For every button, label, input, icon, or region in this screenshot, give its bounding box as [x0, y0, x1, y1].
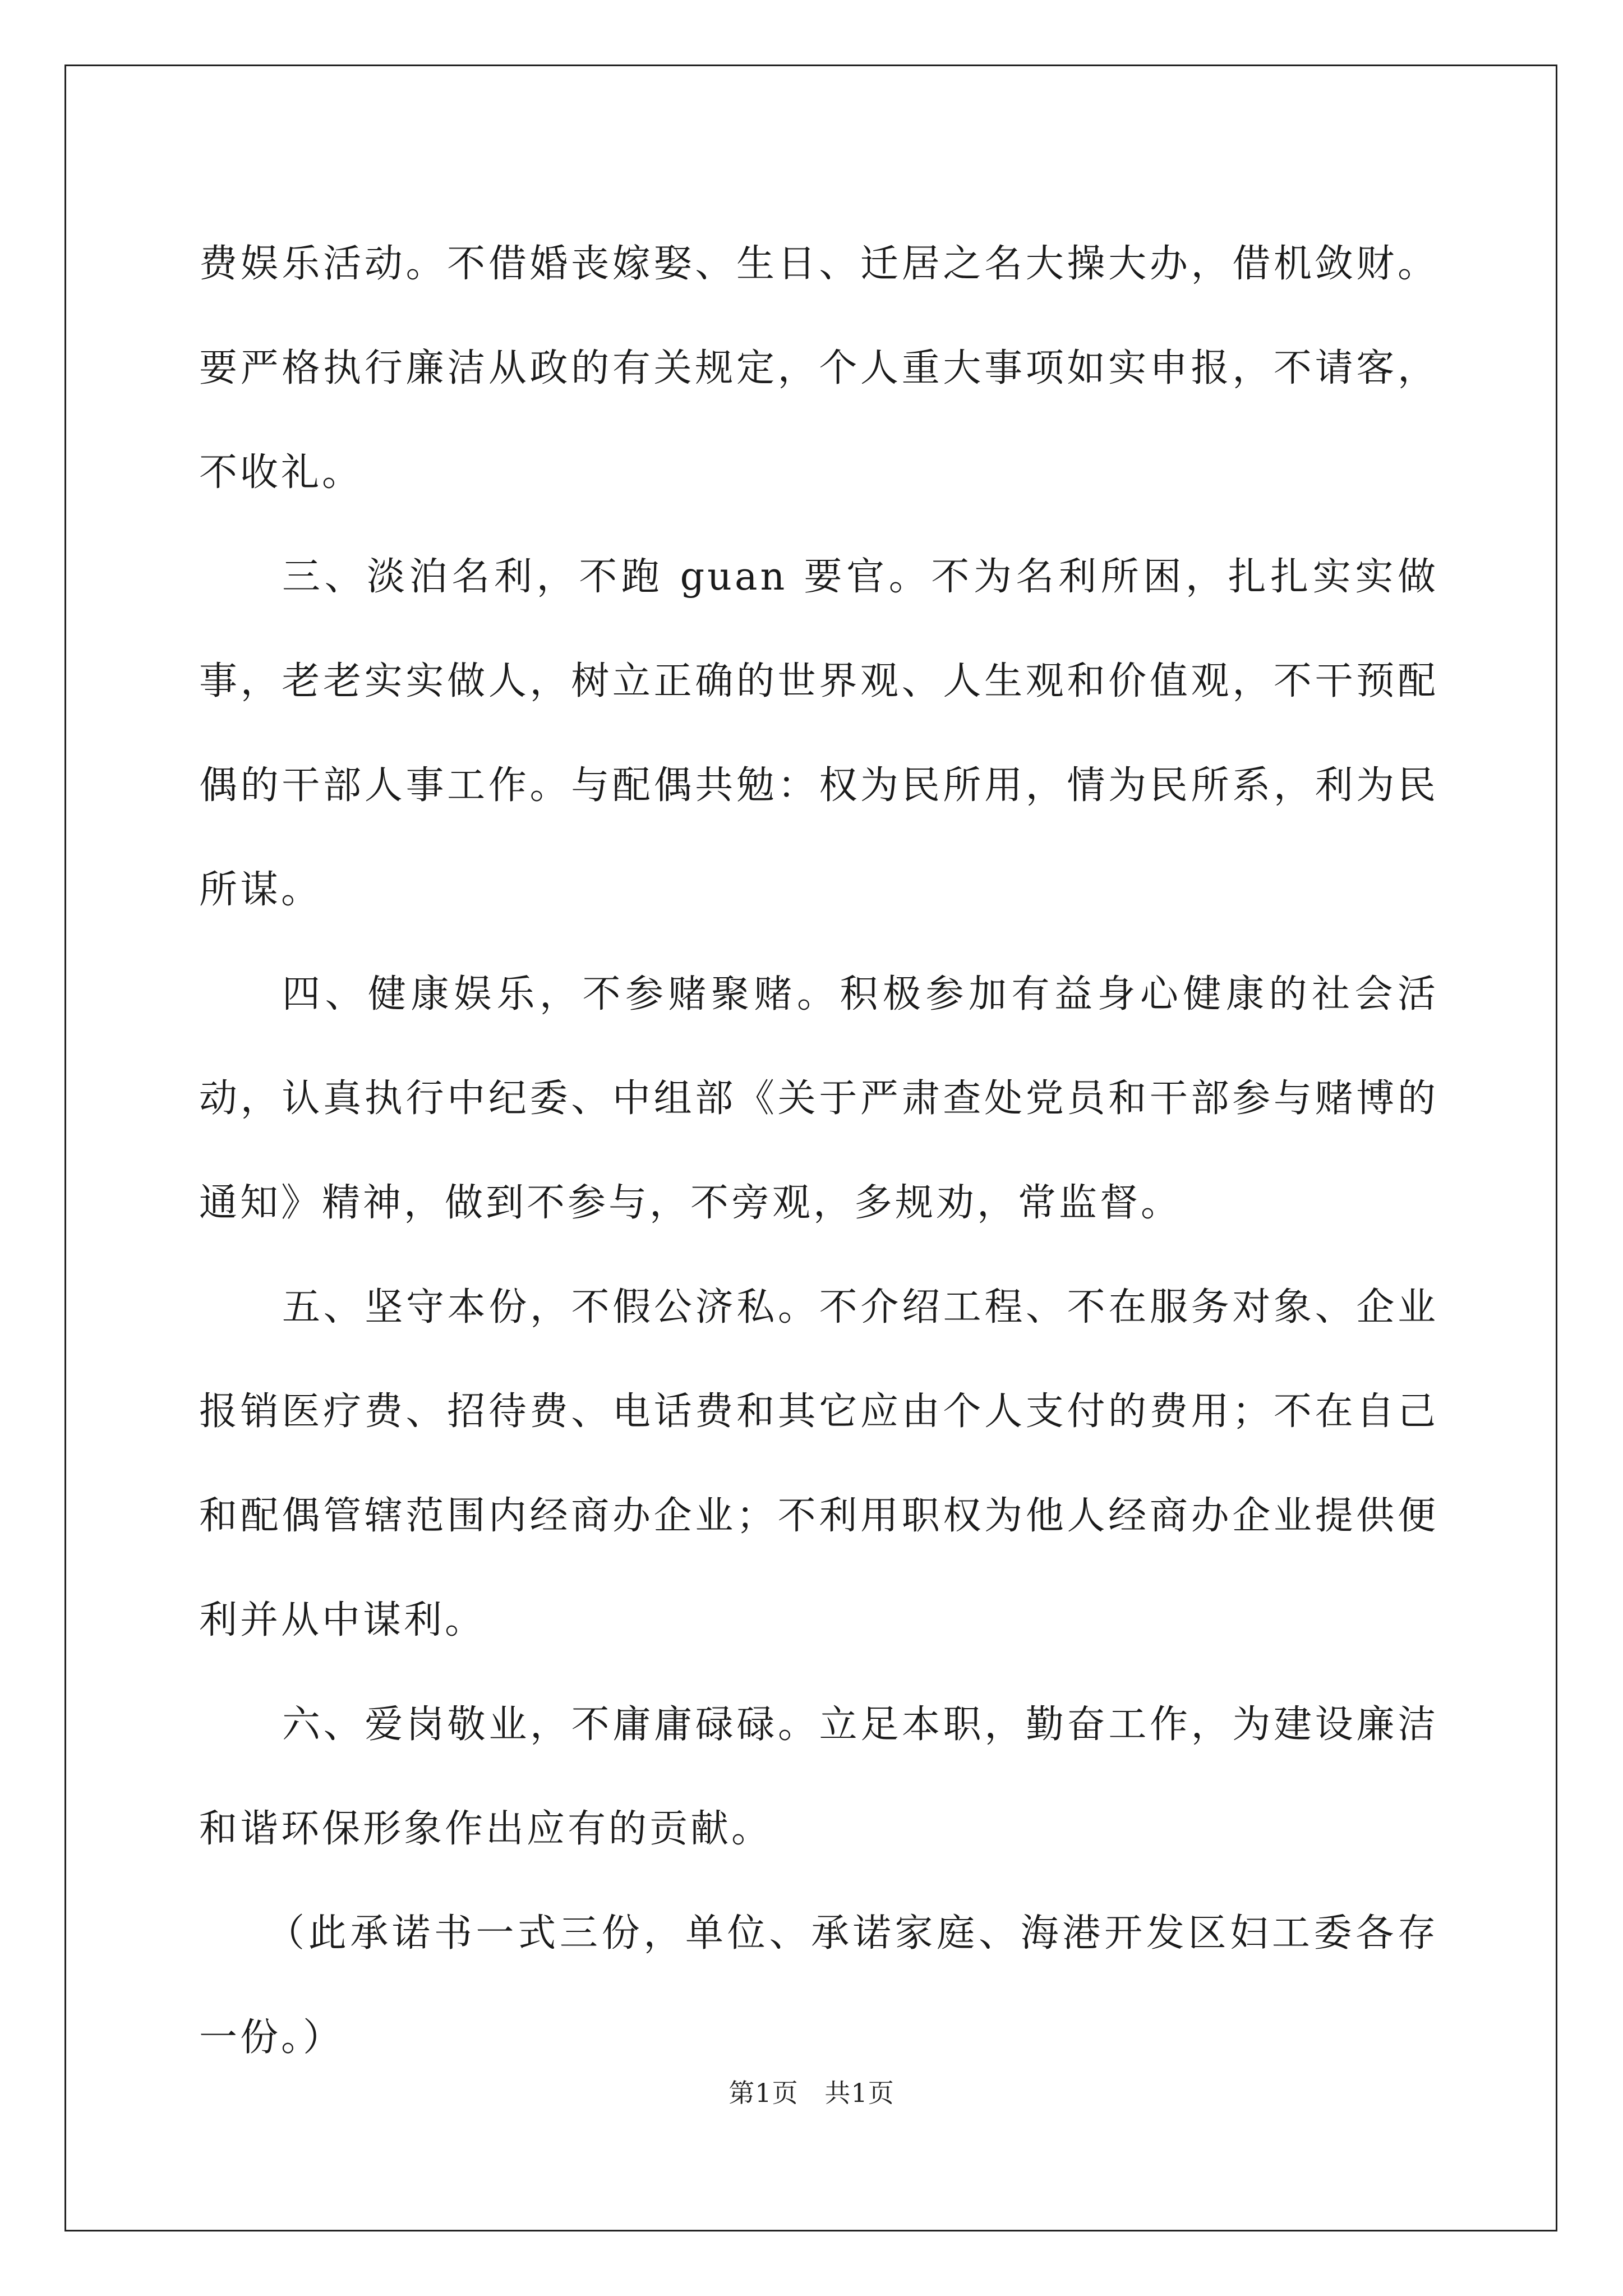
paragraph-note: （此承诺书一式三份，单位、承诺家庭、海港开发区妇工委各存一份。）: [199, 1911, 1438, 2060]
page-number: 第1页 共1页: [728, 2078, 895, 2108]
paragraph-item-3: 三、淡泊名利，不跑 guan 要官。不为名利所困，扎扎实实做事，老老实实做人，树立正确的世界观、人生观和价值观，不干预配偶的干部人事工作。与配偶共勉：权为民所用，情为民所系，利为民所谋。: [199, 555, 1438, 912]
paragraph-item-5: 五、坚守本份，不假公济私。不介绍工程、不在服务对象、企业报销医疗费、招待费、电话费和其它应由个人支付的费用；不在自己和配偶管辖范围内经商办企业；不利用职权为他人经商办企业提供便利并从中谋利。: [199, 1285, 1438, 1642]
paragraph-item-6: 六、爱岗敬业，不庸庸碌碌。立足本职，勤奋工作，为建设廉洁和谐环保形象作出应有的贡献。: [199, 1703, 1438, 1851]
document-body: [199, 212, 1438, 2090]
paragraph-continuation: 费娱乐活动。不借婚丧嫁娶、生日、迁居之名大操大办，借机敛财。要严格执行廉洁从政的有关规定，个人重大事项如实申报，不请客，不收礼。: [199, 242, 1438, 495]
page-footer: [0, 2073, 1623, 2110]
paragraph-item-4: 四、健康娱乐，不参赌聚赌。积极参加有益身心健康的社会活动，认真执行中纪委、中组部《关于严肃查处党员和干部参与赌博的通知》精神，做到不参与，不旁观，多规劝，常监督。: [199, 972, 1438, 1225]
